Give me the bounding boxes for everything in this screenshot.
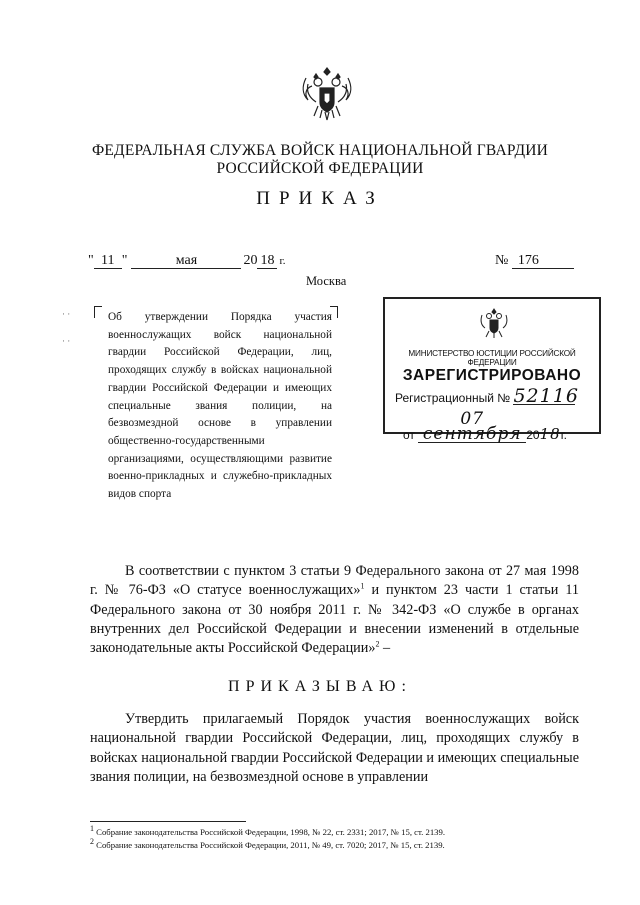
stamp-date: 07 сентября [418, 412, 526, 443]
footnote-text: Собрание законодательства Российской Федерации, 1998, № 22, ст. 2331; 2017, № 15, ст. 2139. [96, 827, 446, 837]
agency-name-line2: РОССИЙСКОЙ ФЕДЕРАЦИИ [216, 160, 424, 177]
order-number [495, 253, 574, 269]
preamble-part-c: – [379, 640, 391, 657]
preamble-part-a: В соответствии с пунктом 3 статьи 9 Федерального закона от 27 мая 1998 г. № 76-ФЗ «О статусе военнослужащих» [90, 563, 579, 599]
stamp-year-prefix: 20 [526, 428, 540, 442]
date-year-prefix: 20 [243, 253, 258, 268]
footnote-mark: 1 [90, 824, 94, 834]
stamp-date-label: от [403, 428, 415, 442]
footnote-2 [90, 837, 445, 851]
paragraph-1: Утвердить прилагаемый Порядок участия военнослужащих войск национальной гвардии Российской Федерации, лиц, проходящих службу в войсках национальной гвардии Российской Федерации и имеющих специальные звания полиции, на безвозмездной основе в управлении [90, 711, 579, 785]
order-subject: Об утверждении Порядка участия военнослужащих войск национальной гвардии Российской Федерации, лиц, проходящих службу в войсках национальной гвардии Российской Федерации и имеющих специальные звания полиции, на безвозмездной основе в управлении общественно-государственными организациями, осуществляющими развитие военно-прикладных и служебно-прикладных видов спорта [108, 311, 332, 501]
footnote-text: Собрание законодательства Российской Федерации, 2011, № 49, ст. 7020; 2017, № 15, ст. 2139. [96, 840, 445, 850]
registration-stamp [383, 297, 601, 444]
order-number-label: № [495, 253, 509, 268]
footnote-ref-2: 2 [375, 639, 380, 649]
order-number-value: 176 [512, 253, 574, 269]
date-open-quote: " [88, 253, 94, 268]
order-word: ПРИКАЗЫВАЮ: [228, 678, 412, 695]
stamp-registered: ЗАРЕГИСТРИРОВАНО [402, 367, 582, 384]
footnote-1 [90, 824, 446, 838]
date-month: мая [131, 253, 241, 269]
stamp-date-line [403, 409, 567, 444]
date-close-quote: " [121, 253, 128, 268]
stamp-year: 18 [539, 425, 561, 443]
document-type-title: ПРИКАЗ [256, 188, 384, 209]
footnote-mark: 2 [90, 837, 94, 847]
stamp-reg-number: 52116 [513, 385, 579, 407]
stamp-reg-number-label: Регистрационный № [395, 391, 511, 405]
stamp-ministry: МИНИСТЕРСТВО ЮСТИЦИИ РОССИЙСКОЙ ФЕДЕРАЦИИ [408, 349, 576, 367]
date-year-suffix: 18 [257, 253, 277, 269]
stamp-emblem-icon [477, 306, 511, 340]
agency-name-line1: ФЕДЕРАЛЬНАЯ СЛУЖБА ВОЙСК НАЦИОНАЛЬНОЙ ГВАРДИИ [91, 142, 549, 159]
margin-mark: · · [62, 309, 71, 319]
subject-bracket-left [94, 306, 102, 318]
date-day: 11 [94, 253, 122, 269]
footnote-rule [90, 821, 246, 822]
stamp-year-mark: г. [560, 428, 567, 442]
footnote-ref-1: 1 [360, 581, 365, 591]
date-year-mark: г. [279, 255, 286, 267]
stamp-reg-number-line [395, 385, 579, 407]
coat-of-arms-icon [296, 62, 358, 124]
preamble-part-b: и пунктом 23 части 1 статьи 11 Федерального закона от 30 ноября 2011 г. № 342-ФЗ «О службе в органах внутренних дел Российской Федерации и внесении изменений в отдельные законодательные акты Российской Федерации» [90, 582, 579, 657]
preamble-paragraph [90, 562, 579, 658]
order-date [88, 253, 285, 269]
city: Москва [306, 274, 347, 288]
margin-mark: · · [62, 336, 71, 346]
